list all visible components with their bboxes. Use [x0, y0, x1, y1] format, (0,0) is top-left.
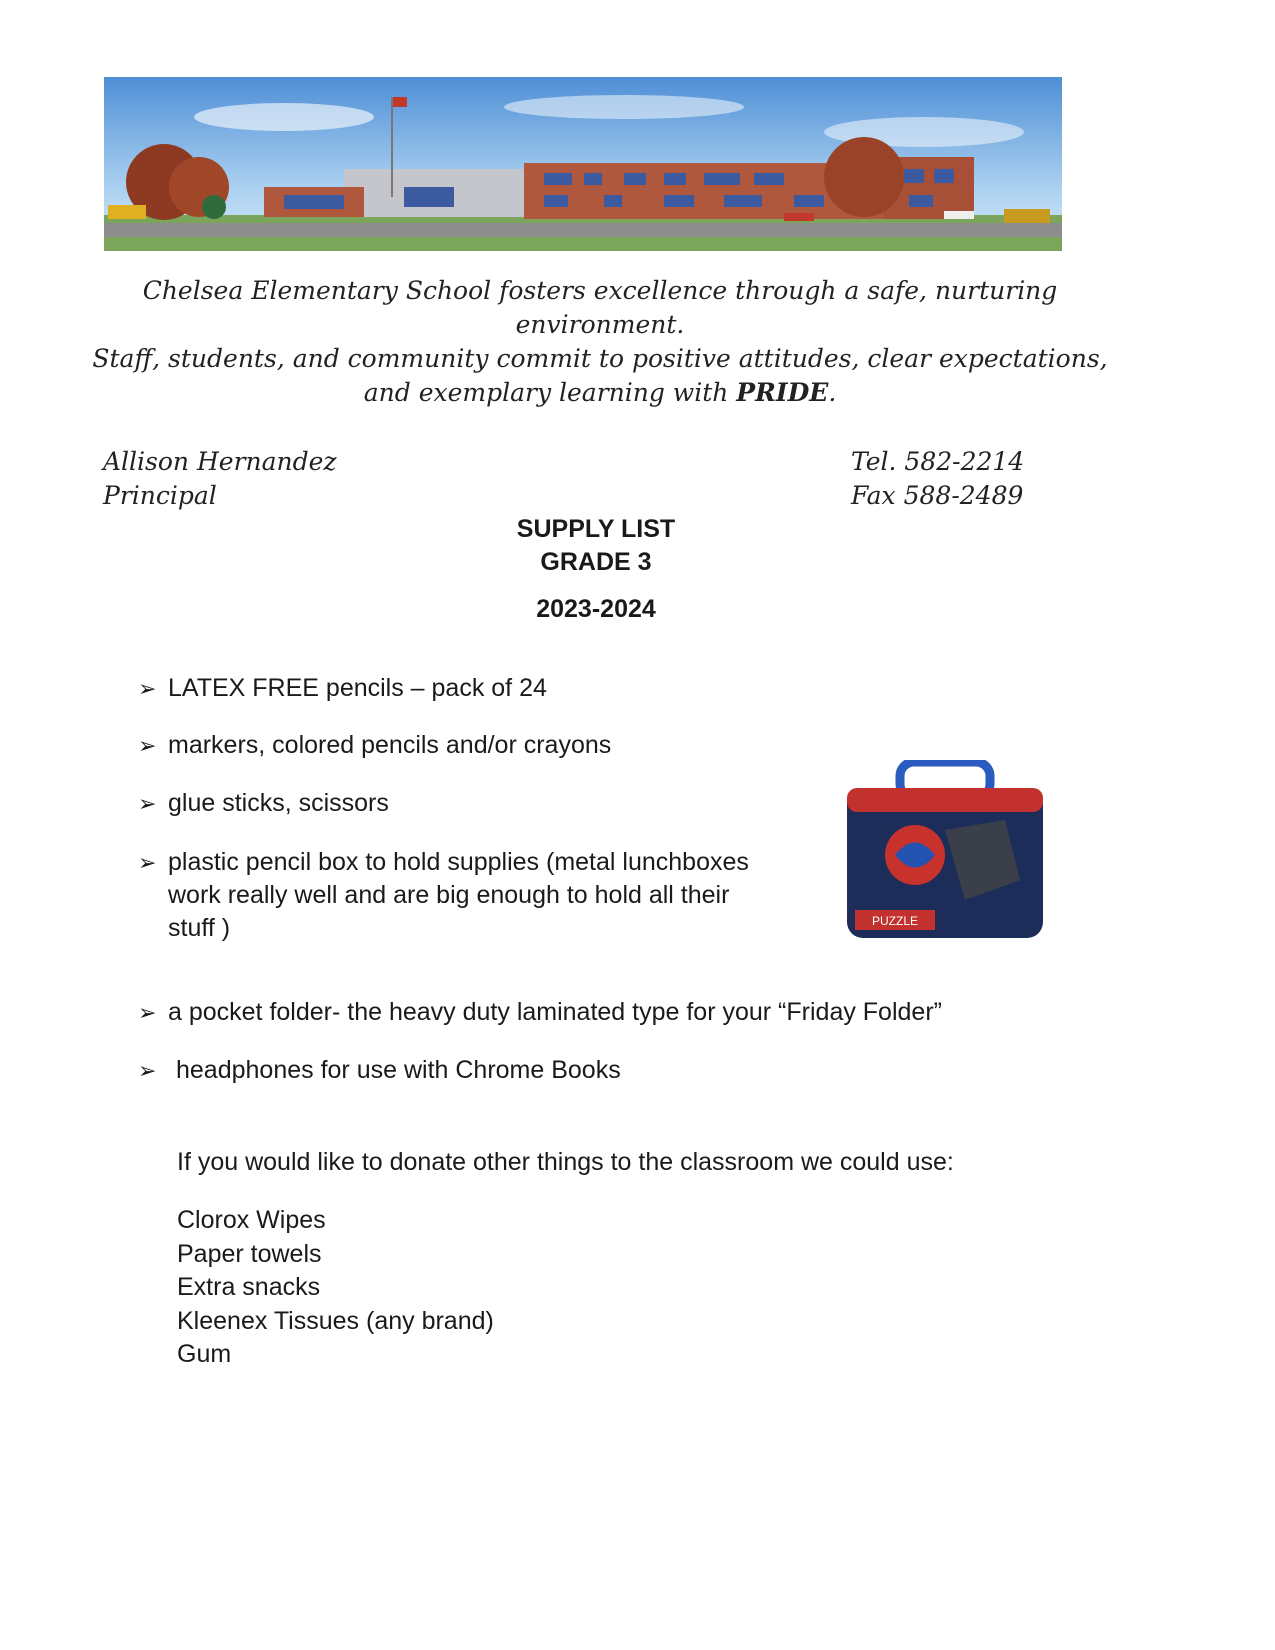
- arrow-bullet-icon: ➢: [138, 791, 157, 816]
- principal-block: [103, 445, 337, 513]
- mission-line-2: environment.: [515, 310, 685, 339]
- supply-pencil-box-line-3: stuff ): [168, 914, 231, 942]
- mission-line-4-prefix: and exemplary learning with: [363, 378, 737, 407]
- list-item: [138, 672, 547, 705]
- supply-list-title: SUPPLY LIST: [516, 515, 676, 543]
- list-item: [138, 787, 389, 820]
- principal-name: Allison Hernandez: [103, 447, 337, 476]
- list-item: Gum: [177, 1340, 232, 1368]
- principal-title: Principal: [103, 481, 217, 510]
- lunchbox-label: PUZZLE: [871, 914, 919, 928]
- list-item: [138, 729, 611, 762]
- school-building-banner: [104, 77, 1062, 251]
- mission-line-3: Staff, students, and community commit to positive attitudes, clear expectations,: [92, 344, 1108, 373]
- lunchbox-image: [845, 760, 1045, 960]
- supply-folder: a pocket folder- the heavy duty laminated type for your “Friday Folder”: [168, 998, 942, 1026]
- telephone: Tel. 582-2214: [851, 447, 1025, 476]
- contact-block: [851, 445, 1024, 513]
- school-year: 2023-2024: [536, 595, 656, 623]
- arrow-bullet-icon: ➢: [138, 1058, 157, 1083]
- donate-list: [177, 1204, 494, 1372]
- mission-line-4: [80, 376, 1120, 410]
- supply-pencils: LATEX FREE pencils – pack of 24: [168, 674, 547, 702]
- supply-markers: markers, colored pencils and/or crayons: [168, 731, 612, 759]
- arrow-bullet-icon: ➢: [138, 733, 157, 758]
- supply-pencil-box: plastic pencil box to hold supplies (metal lunchboxes: [168, 848, 749, 876]
- supply-glue: glue sticks, scissors: [168, 789, 389, 817]
- list-item: Extra snacks: [177, 1273, 321, 1301]
- pride-text: PRIDE: [736, 378, 829, 407]
- list-item: [138, 996, 942, 1029]
- list-item: Clorox Wipes: [177, 1206, 326, 1234]
- list-item: [138, 846, 749, 879]
- mission-statement: [80, 274, 1120, 410]
- donate-intro: If you would like to donate other things to the classroom we could use:: [177, 1148, 954, 1176]
- supply-headphones: headphones for use with Chrome Books: [176, 1056, 621, 1084]
- mission-line-4-suffix: .: [828, 378, 837, 407]
- list-item: Paper towels: [177, 1239, 322, 1268]
- supply-pencil-box-line-2: work really well and are big enough to hold all their: [168, 881, 730, 909]
- grade-title: GRADE 3: [540, 548, 652, 576]
- arrow-bullet-icon: ➢: [138, 676, 157, 701]
- arrow-bullet-icon: ➢: [138, 850, 157, 875]
- fax: Fax 588-2489: [851, 481, 1024, 510]
- list-item: [138, 1054, 621, 1087]
- mission-line-1: Chelsea Elementary School fosters excellence through a safe, nurturing: [142, 276, 1058, 305]
- list-item: Kleenex Tissues (any brand): [177, 1306, 494, 1335]
- arrow-bullet-icon: ➢: [138, 1000, 157, 1025]
